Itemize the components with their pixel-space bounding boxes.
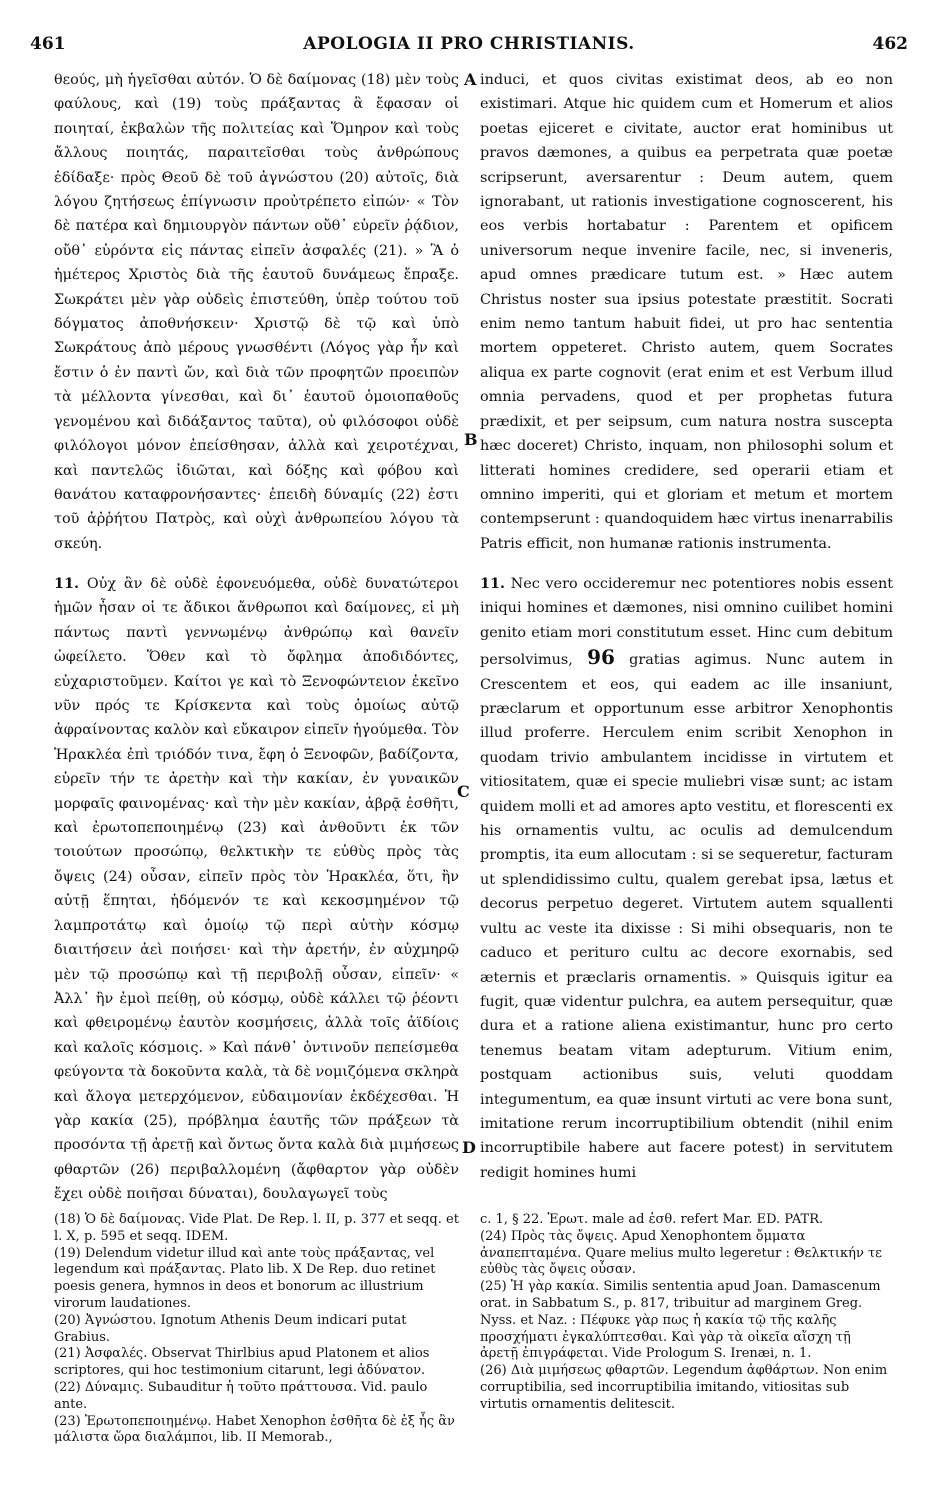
- footnote: (19) Delendum videtur illud καὶ ante τοὺς πράξαντας, vel legendum καὶ πράξαντας. Plato lib. X De Rep. duo retinet poesis genera, hymnos in deos et bonorum ac illustrium virorum laudationes.: [54, 1245, 436, 1311]
- page-number-right: 462: [872, 34, 908, 54]
- page-number-left: 461: [30, 34, 66, 54]
- latin-text-top: induci, et quos civitas existimat deos, ab eo non existimari. Atque hic quidem cum et Homerum et alios poetas ejiceret e civitate, auctor erat hominibus ut pravos dæmones, a quibus ea perpetrata quæ poetæ scripserunt, aversarentur : Deum autem, quem ignorabant, ut rationis investigatione cognoscerent, his eos verbis hortabatur : Parentem et opificem universorum neque invenire facile, nec, si inveneris, apud omnes prædicare tutum est. » Hæc autem Christus noster sua ipsius potestate præstitit. Socrati enim nemo tantum habuit fidei, ut pro hac sententia mortem oppeteret. Christo autem, quem Socrates aliqua ex parte cognovit (erat enim et est Verbum illud omnia pervadens, quod et per prophetas futura prædixit, et per seipsum, cum natura nostra suscepta hæc doceret) Christo, inquam, non philosophi solum et litterati homines credidere, sed operarii etiam et omnino imperiti, qui et gloriam et metum et mortem contempserunt : quandoquidem hæc virtus inenarrabilis Patris efficit, non humanæ rationis instrumenta.: [480, 72, 893, 552]
- footnote: (25) Ἡ γὰρ κακία. Similis sententia apud Joan. Damascenum orat. in Sabbatum S., p. 817, tribuitur ad marginem Greg. Nyss. et Naz. : Πέφυκε γὰρ πως ἡ κακία τῷ τῆς καλῆς προσχήματι ἐγκαλύπτεσθαι. Καὶ γὰρ τὰ οἰκεῖα αἴσχη τῇ ἀρετῇ ἐπιγράφεται. Vide Prologum S. Irenæi, n. 1.: [480, 1279, 881, 1362]
- latin-paragraph-number: 11.: [480, 575, 506, 592]
- page-header: [30, 34, 908, 58]
- footnote: (20) Ἀγνώστου. Ignotum Athenis Deum indicari putat Grabius.: [54, 1312, 407, 1345]
- greek-text-top: θεούς, μὴ ἡγεῖσθαι αὐτόν. Ὁ δὲ δαίμονας (18) μὲν τοὺς φαύλους, καὶ (19) τοὺς πράξαντας ἃ ἔφασαν οἱ ποιηταί, ἐκβαλὼν τῆς πολιτείας καὶ Ὅμηρον καὶ τοὺς ἄλλους ποιητάς, παραιτεῖσθαι τοὺς ἀνθρώπους ἐδίδαξε· πρὸς Θεοῦ δὲ τοῦ ἀγνώστου (20) αὐτοῖς, διὰ λόγου ζητήσεως ἐπίγνωσιν προὐτρέπετο εἰπών· « Τὸν δὲ πατέρα καὶ δημιουργὸν πάντων οὔθ᾽ εὑρεῖν ῥᾴδιον, οὔθ᾽ εὑρόντα εἰς πάντας εἰπεῖν ἀσφαλές (21). » Ἃ ὁ ἡμέτερος Χριστὸς διὰ τῆς ἑαυτοῦ δυνάμεως ἔπραξε. Σωκράτει μὲν γὰρ οὐδεὶς ἐπιστεύθη, ὑπὲρ τούτου τοῦ δόγματος ἀποθνήσκειν· Χριστῷ δὲ τῷ καὶ ὑπὸ Σωκράτους ἀπὸ μέρους γνωσθέντι (Λόγος γὰρ ἦν καὶ ἔστιν ὁ ἐν παντὶ ὤν, καὶ διὰ τῶν προφητῶν προειπὼν τὰ μέλλοντα γίνεσθαι, καὶ δι᾽ ἑαυτοῦ ὁμοιοπαθοῦς γενομένου καὶ διδάξαντος ταῦτα), οὐ φιλόσοφοι οὐδὲ φιλόλογοι μόνον ἐπείσθησαν, ἀλλὰ καὶ χειροτέχναι, καὶ παντελῶς ἰδιῶται, καὶ δόξης καὶ φόβου καὶ θανάτου καταφρονήσαντες· ἐπειδὴ δύναμίς (22) ἐστι τοῦ ἀῤῥήτου Πατρὸς, καὶ οὐχὶ ἀνθρωπείου λόγου τὰ σκεύη.: [54, 72, 459, 552]
- margin-marker-a: A: [464, 70, 477, 89]
- footnote: (24) Πρὸς τὰς ὄψεις. Apud Xenophontem ὄμματα ἀναπεπταμένα. Quare melius multo legeretur : Θελκτικήν τε εὐθὺς τὰς ὄψεις οὖσαν.: [480, 1228, 882, 1278]
- footnote: (18) Ὁ δὲ δαίμονας. Vide Plat. De Rep. l. II, p. 377 et seqq. et l. X, p. 595 et seqq. IDEM.: [54, 1212, 459, 1244]
- margin-marker-b: B: [464, 430, 478, 449]
- footnotes-right: [480, 1212, 893, 1414]
- latin-paragraph-11: [480, 572, 893, 1185]
- latin-column-top: [480, 68, 893, 556]
- greek-column-top: [54, 68, 459, 556]
- greek-paragraph-text: Οὐχ ἂν δὲ οὐδὲ ἐφονευόμεθα, οὐδὲ δυνατώτεροι ἡμῶν ἦσαν οἱ τε ἄδικοι ἄνθρωποι καὶ δαίμονες, εἰ μὴ πάντως παντὶ γεννωμένῳ ἀνθρώπῳ καὶ θανεῖν ὠφείλετο. Ὅθεν καὶ τὸ ὄφλημα ἀποδιδόντες, εὐχαριστοῦμεν. Καίτοι γε καὶ τὸ Ξενοφώντειον ἐκεῖνο νῦν πρός τε Κρίσκεντα καὶ τοὺς ὁμοίως αὐτῷ ἀφραίνοντας καλὸν καὶ εὔκαιρον εἰπεῖν ἡγούμεθα. Τὸν Ἡρακλέα ἐπὶ τριόδόν τινα, ἔφη ὁ Ξενοφῶν, βαδίζοντα, εὑρεῖν τήν τε ἀρετὴν καὶ τὴν κακίαν, ἐν γυναικῶν μορφαῖς φαινομένας· καὶ τὴν μὲν κακίαν, ἁβρᾷ ἐσθῆτι, καὶ ἐρωτοπεποιημένῳ (23) καὶ ἀνθοῦντι ἐκ τῶν τοιούτων προσώπῳ, θελκτικὴν τε εὐθὺς πρὸς τὰς ὄψεις (24) οὖσαν, εἰπεῖν πρὸς τὸν Ἡρακλέα, ὅτι, ἢν αὐτῇ ἕπηται, ἡδόμενόν τε καὶ κεκοσμημένον τῷ λαμπροτάτῳ καὶ ὁμοίῳ τῷ περὶ αὐτὴν κόσμῳ διαιτήσειν ἀεὶ ποιήσει· καὶ τὴν ἀρετήν, ἐν αὐχμηρῷ μὲν τῷ προσώπῳ καὶ τῇ περιβολῇ οὖσαν, εἰπεῖν· « Ἀλλ᾽ ἢν ἐμοὶ πείθῃ, οὐ κόσμῳ, οὐδὲ κάλλει τῷ ῥέοντι καὶ φθειρομένῳ ἑαυτὸν κοσμήσεις, ἀλλὰ τοῖς ἀϊδίοις καὶ καλοῖς κόσμοις. » Καὶ πάνθ᾽ ὁντινοῦν πεπείσμεθα φεύγοντα τὰ δοκοῦντα καλὰ, τὰ δὲ νομιζόμενα σκληρὰ καὶ ἄλογα μετερχόμενον, εὐδαιμονίαν ἐκδέχεσθαι. Ἡ γὰρ κακία (25), πρόβλημα ἑαυτῆς τῶν πράξεων τὰ προσόντα τῇ ἀρετῇ καὶ ὄντως ὄντα καλὰ διὰ μιμήσεως φθαρτῶν (26) περιβαλλομένη (ἄφθαρτον γὰρ οὐδὲν ἔχει οὐδὲ ποιῆσαι δύναται), δουλαγωγεῖ τοὺς: [54, 576, 459, 1203]
- latin-paragraph-text-b: gratias agimus. Nunc autem in Crescentem et eos, qui eadem ac ille insaniunt, præclarum et opportunum esse arbitror Xenophontis illud proferre. Herculem enim scribit Xenophon in quodam trivio ambulantem incidisse in virtutem et vitiositatem, quæ ei specie muliebri visæ sunt; ac istam quidem molli et ad amores apto vestitu, et florescenti ex his ornamentis vultu, ac oculis ad demulcendum promptis, ita eum allocutam : si se sequeretur, facturam ut splendidissimo cultu, qualem gerebat ipsa, lætus et decorus perpetuo degeret. Virtutem autem squallenti vultu ac veste ita dixisse : Si mihi obsequaris, non te caduco et perituro cultu ac decore exornabis, sed æternis et præclaris ornamentis. » Quisquis igitur ea fugit, quæ videntur pulchra, ea autem persequitur, quæ dura et a ratione aliena existimantur, hunc pro certo tenemus beatam vitam adepturum. Vitium enim, postquam actionibus suis, veluti quoddam integumentum, ea quæ insunt virtuti ac vere bona sunt, imitatione rerum incorruptibilium obtendit (nihil enim incorruptibile habere aut facere potest) in servitutem redigit homines humi: [480, 652, 894, 1181]
- margin-marker-d: D: [462, 1138, 476, 1157]
- margin-marker-c: C: [457, 782, 470, 801]
- latin-column-para11: [480, 572, 893, 1185]
- footnotes-left: [54, 1212, 459, 1447]
- footnote: (21) Ἀσφαλές. Observat Thirlbius apud Platonem et alios scriptores, qui hoc testimonium citarunt, legi ἀδύνατον.: [54, 1346, 430, 1379]
- greek-paragraph-number: 11.: [54, 575, 80, 592]
- running-title: APOLOGIA II PRO CHRISTIANIS.: [303, 34, 635, 54]
- footnote: c. 1, § 22. Ἐρωτ. male ad ἐσθ. refert Mar. ED. PATR.: [480, 1212, 824, 1227]
- latin-paragraph-text-a: Nec vero occideremur nec potentiores nobis essent iniqui homines et dæmones, nisi omnino cuilibet homini genito etiam mori constitutum esset. Hinc cum debitum persolvimus,: [480, 576, 893, 669]
- edition-page-reference: 96: [587, 645, 615, 670]
- greek-paragraph-11: [54, 572, 459, 1207]
- footnote: (23) Ἐρωτοπεποιημένῳ. Habet Xenophon ἐσθῆτα δὲ ἐξ ἧς ἂν μάλιστα ὥρα διαλάμποι, lib. II Memorab.,: [54, 1413, 455, 1446]
- footnote: (22) Δύναμις. Subauditur ἡ τοῦτο πράττουσα. Vid. paulo ante.: [54, 1379, 428, 1412]
- greek-column-para11: [54, 572, 459, 1207]
- footnote: (26) Διὰ μιμήσεως φθαρτῶν. Legendum ἀφθάρτων. Non enim corruptibilia, sed incorruptibilia imitando, vitiositas sub virtutis ornamentis delitescit.: [480, 1363, 888, 1412]
